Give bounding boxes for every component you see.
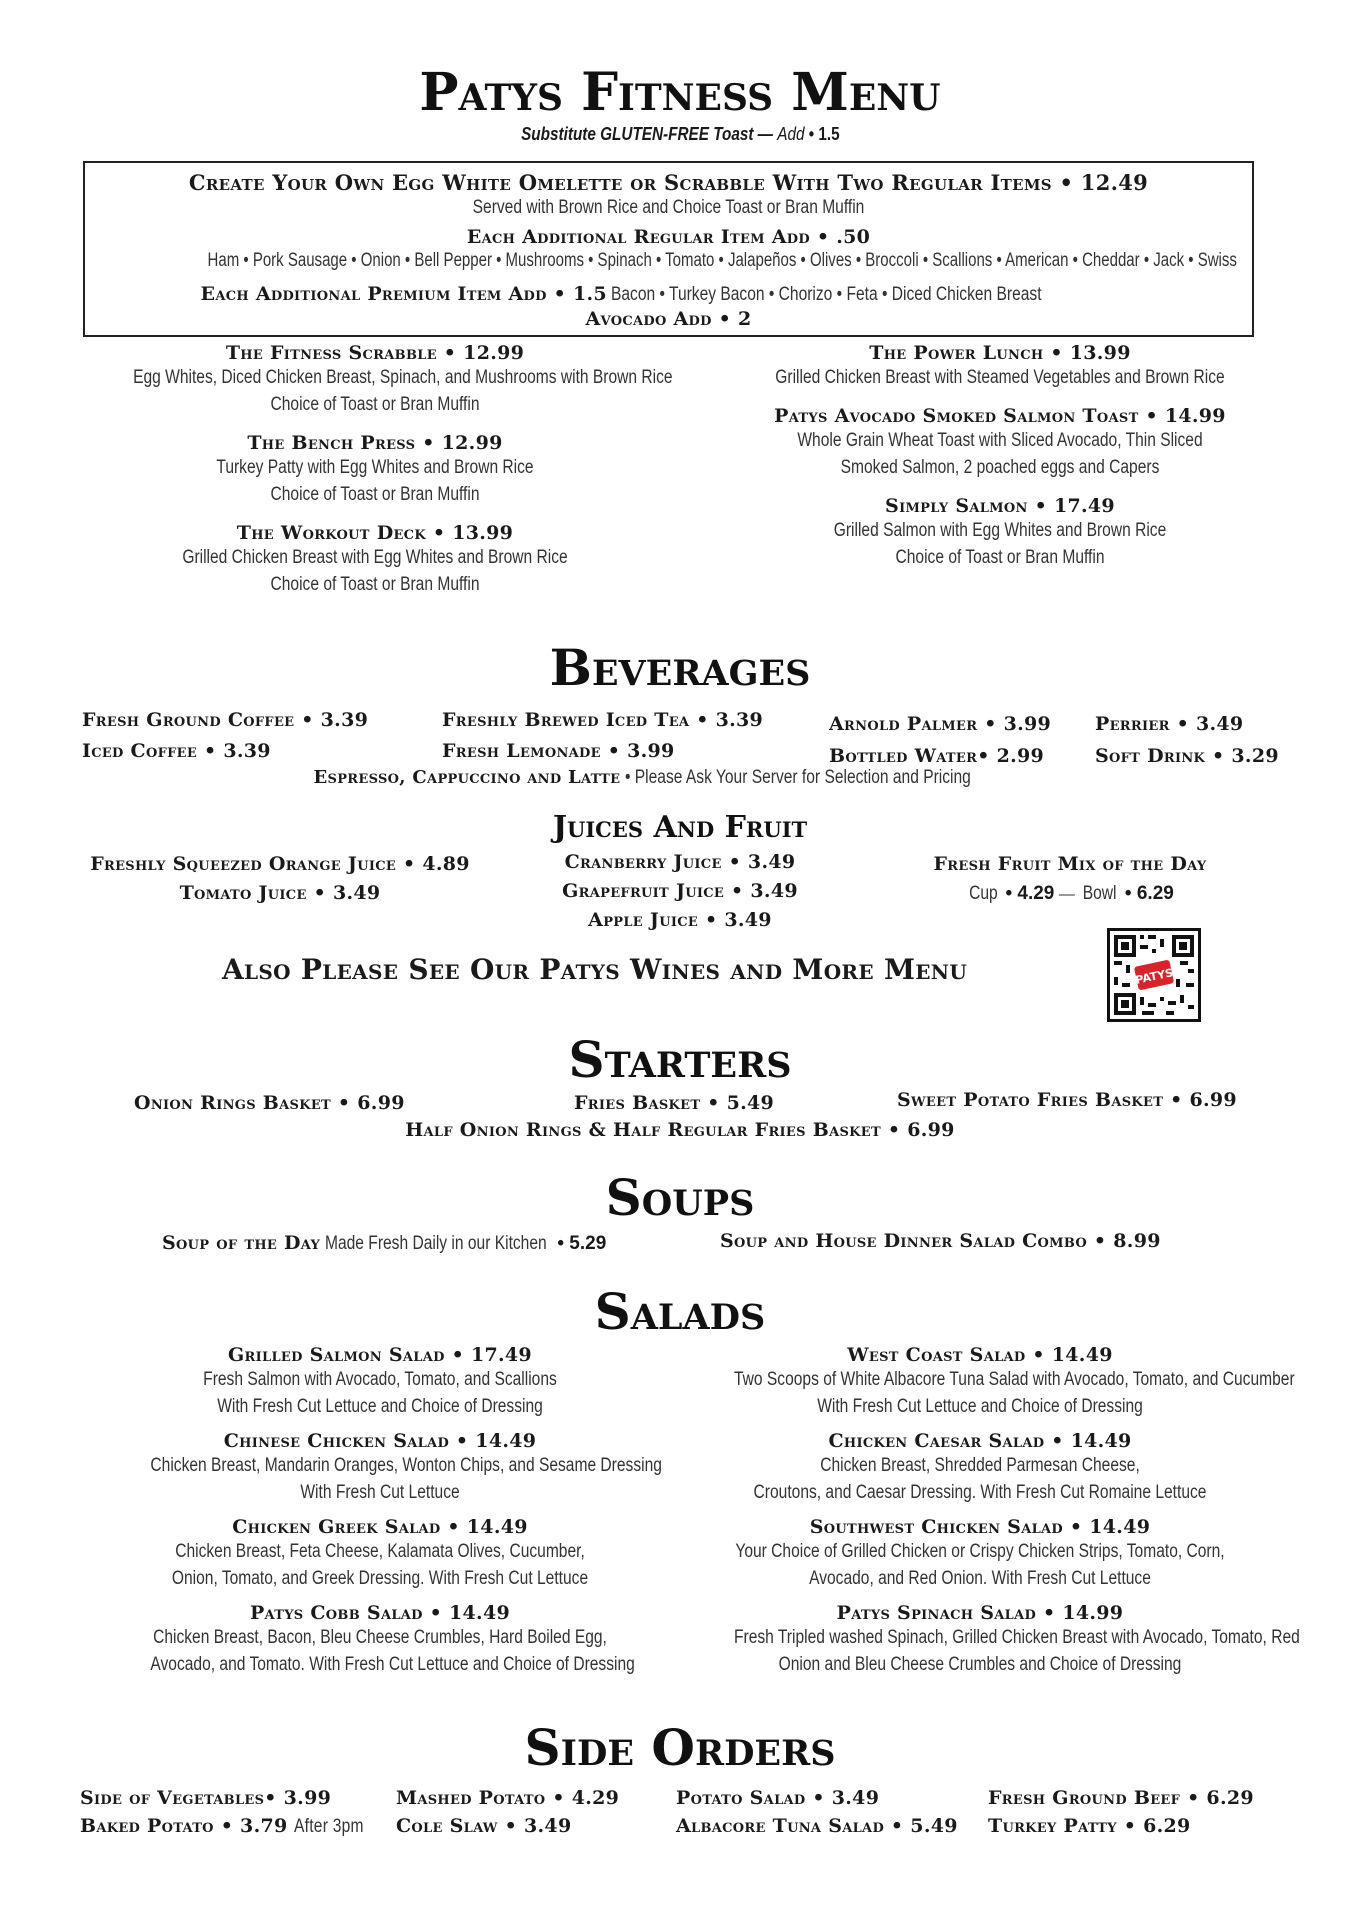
- beverage-item: Fresh Ground Coffee • 3.39: [82, 709, 369, 731]
- qr-code-icon[interactable]: [1107, 928, 1201, 1022]
- salads-left-column: [100, 1344, 660, 1692]
- beverages-title: Beverages: [549, 638, 811, 697]
- fitness-item-desc: Choice of Toast or Bran Muffin: [895, 547, 1105, 568]
- omelette-box: [83, 161, 1254, 337]
- beverage-item: Freshly Brewed Iced Tea • 3.39: [442, 709, 764, 731]
- beverages-col-2: [442, 705, 763, 767]
- fruit-mix: [880, 850, 1260, 909]
- gluten-free-text: Substitute GLUTEN-FREE Toast —: [520, 124, 773, 144]
- salad-desc: Chicken Breast, Feta Cheese, Kalamata Olives, Cucumber,: [175, 1541, 585, 1562]
- salad-desc: Chicken Breast, Shredded Parmesan Cheese,: [820, 1455, 1140, 1476]
- salad-desc: Two Scoops of White Albacore Tuna Salad with Avocado, Tomato, and Cucumber: [734, 1369, 1295, 1390]
- salad-name: Grilled Salmon Salad • 17.49: [228, 1344, 532, 1366]
- sides-col-3: [676, 1784, 958, 1840]
- fitness-item-name: The Bench Press • 12.99: [247, 432, 503, 454]
- fitness-item-name: The Fitness Scrabble • 12.99: [225, 342, 525, 364]
- fitness-item-desc: Turkey Patty with Egg Whites and Brown Rice: [216, 457, 534, 478]
- fitness-item-desc: Choice of Toast or Bran Muffin: [270, 394, 480, 415]
- bowl-label: Bowl: [1082, 883, 1117, 904]
- premium-item-heading: Each Additional Premium Item Add • 1.5: [200, 283, 607, 305]
- salad-name: Patys Cobb Salad • 14.49: [249, 1602, 511, 1624]
- omelette-heading: Create Your Own Egg White Omelette or Scrabble With Two Regular Items • 12.49: [188, 170, 1149, 195]
- beverages-col-1: [82, 705, 368, 767]
- salad-desc: Onion and Bleu Cheese Crumbles and Choice of Dressing: [778, 1654, 1182, 1675]
- starter-item: Sweet Potato Fries Basket • 6.99: [897, 1089, 1237, 1111]
- fitness-item-desc: Grilled Salmon with Egg Whites and Brown Rice: [833, 520, 1167, 541]
- side-item: Side of Vegetables• 3.99: [80, 1787, 332, 1809]
- fruit-mix-title: Fresh Fruit Mix of the Day: [933, 853, 1207, 875]
- espresso-label: Espresso, Cappuccino and Latte: [313, 767, 621, 788]
- side-item: Cole Slaw • 3.49: [396, 1815, 572, 1837]
- side-orders-title: Side Orders: [524, 1718, 836, 1777]
- salad-desc: With Fresh Cut Lettuce and Choice of Dressing: [817, 1396, 1143, 1417]
- gluten-free-note: [0, 124, 1360, 145]
- fitness-item-name: Simply Salmon • 17.49: [885, 495, 1115, 517]
- soups-title: Soups: [605, 1168, 755, 1227]
- sides-col-1: [80, 1784, 380, 1841]
- gluten-free-add: Add: [776, 124, 805, 144]
- salad-desc: With Fresh Cut Lettuce and Choice of Dressing: [217, 1396, 543, 1417]
- salad-desc: Your Choice of Grilled Chicken or Crispy Chicken Strips, Tomato, Corn,: [735, 1541, 1225, 1562]
- starter-combo: Half Onion Rings & Half Regular Fries Basket • 6.99: [405, 1119, 955, 1141]
- salad-desc: Chicken Breast, Mandarin Oranges, Wonton Chips, and Sesame Dressing: [150, 1455, 662, 1476]
- regular-item-list: Ham • Pork Sausage • Onion • Bell Pepper • Mushrooms • Spinach • Tomato • Jalapeños • Olives • Broccoli • Scallions • American • Cheddar • Jack • Swiss: [207, 250, 1237, 271]
- fitness-item-name: The Power Lunch • 13.99: [869, 342, 1131, 364]
- cup-price: • 4.29: [1005, 883, 1055, 904]
- side-item: Potato Salad • 3.49: [676, 1787, 880, 1809]
- juices-title: Juices And Fruit: [552, 810, 808, 845]
- beverage-item: Bottled Water• 2.99: [829, 745, 1045, 767]
- beverages-col-3: [829, 708, 1051, 772]
- regular-item-heading: Each Additional Regular Item Add • .50: [466, 226, 871, 248]
- starter-item: Onion Rings Basket • 6.99: [134, 1092, 405, 1114]
- salad-name: Southwest Chicken Salad • 14.49: [809, 1516, 1151, 1538]
- salad-name: Patys Spinach Salad • 14.99: [836, 1602, 1124, 1624]
- fitness-item-desc: Choice of Toast or Bran Muffin: [270, 484, 480, 505]
- salad-name: Chicken Caesar Salad • 14.49: [828, 1430, 1132, 1452]
- starter-item: Fries Basket • 5.49: [574, 1092, 775, 1114]
- sides-col-4: [988, 1784, 1254, 1840]
- fitness-item-desc: Grilled Chicken Breast with Steamed Vegetables and Brown Rice: [775, 367, 1225, 388]
- qr-code-graphic: [1110, 931, 1198, 1019]
- omelette-served: Served with Brown Rice and Choice Toast or Bran Muffin: [472, 197, 865, 218]
- juices-col-2: [505, 848, 855, 935]
- espresso-note: • Please Ask Your Server for Selection and Pricing: [624, 767, 971, 788]
- fitness-item-name: Patys Avocado Smoked Salmon Toast • 14.99: [774, 405, 1226, 427]
- juices-col-1: [70, 850, 490, 908]
- beverage-item: Perrier • 3.49: [1095, 713, 1244, 735]
- fitness-item-desc: Grilled Chicken Breast with Egg Whites and Brown Rice: [182, 547, 568, 568]
- salads-right-column: [680, 1344, 1300, 1692]
- page-title: Patys Fitness Menu: [419, 62, 941, 123]
- side-item: Mashed Potato • 4.29: [396, 1787, 620, 1809]
- juice-item: Grapefruit Juice • 3.49: [562, 880, 798, 902]
- juice-item: Cranberry Juice • 3.49: [564, 851, 796, 873]
- soup-salad-combo: Soup and House Dinner Salad Combo • 8.99: [720, 1230, 1161, 1252]
- fitness-item-desc: Choice of Toast or Bran Muffin: [270, 574, 480, 595]
- premium-item-line: [85, 283, 1252, 306]
- salad-desc: Fresh Tripled washed Spinach, Grilled Chicken Breast with Avocado, Tomato, Red: [734, 1627, 1300, 1648]
- avocado-add: Avocado Add • 2: [585, 308, 752, 330]
- fitness-item-desc: Smoked Salmon, 2 poached eggs and Capers: [840, 457, 1160, 478]
- salad-name: Chinese Chicken Salad • 14.49: [223, 1430, 537, 1452]
- salad-desc: Chicken Breast, Bacon, Bleu Cheese Crumbles, Hard Boiled Egg,: [153, 1627, 607, 1648]
- salad-desc: Avocado, and Tomato. With Fresh Cut Lettuce and Choice of Dressing: [150, 1654, 635, 1675]
- salad-name: Chicken Greek Salad • 14.49: [232, 1516, 528, 1538]
- juice-item: Freshly Squeezed Orange Juice • 4.89: [90, 853, 470, 875]
- fitness-item-desc: Egg Whites, Diced Chicken Breast, Spinach, and Mushrooms with Brown Rice: [133, 367, 673, 388]
- juice-item: Apple Juice • 3.49: [588, 909, 772, 931]
- premium-item-list: Bacon • Turkey Bacon • Chorizo • Feta • Diced Chicken Breast: [611, 284, 1042, 305]
- salad-name: West Coast Salad • 14.49: [847, 1344, 1113, 1366]
- salad-desc: Onion, Tomato, and Greek Dressing. With Fresh Cut Lettuce: [171, 1568, 589, 1589]
- juice-item: Tomato Juice • 3.49: [179, 882, 381, 904]
- fitness-item-desc: Whole Grain Wheat Toast with Sliced Avocado, Thin Sliced: [797, 430, 1203, 451]
- side-item-baked-potato: Baked Potato • 3.79 After 3pm: [80, 1812, 380, 1841]
- sides-col-2: [396, 1784, 619, 1840]
- bowl-price: • 6.29: [1124, 883, 1174, 904]
- starters-title: Starters: [568, 1030, 792, 1089]
- espresso-line: [0, 767, 1360, 789]
- beverage-item: Fresh Lemonade • 3.99: [442, 740, 675, 762]
- price-dash: —: [1058, 886, 1075, 903]
- side-item: Albacore Tuna Salad • 5.49: [676, 1815, 958, 1837]
- salad-desc: Fresh Salmon with Avocado, Tomato, and Scallions: [203, 1369, 557, 1390]
- soup-day-name: Soup of the Day: [162, 1232, 321, 1254]
- beverage-item: Soft Drink • 3.29: [1095, 745, 1279, 767]
- fitness-right-column: [700, 342, 1300, 585]
- salad-desc: With Fresh Cut Lettuce: [300, 1482, 460, 1503]
- soup-of-the-day: [162, 1232, 606, 1255]
- side-item: Turkey Patty • 6.29: [988, 1815, 1191, 1837]
- side-item: Fresh Ground Beef • 6.29: [988, 1787, 1254, 1809]
- salads-title: Salads: [594, 1282, 766, 1341]
- fruit-mix-prices: [880, 879, 1260, 909]
- baked-potato-note: After 3pm: [294, 1816, 365, 1837]
- qr-logo-text: PATYS: [1134, 966, 1175, 987]
- wines-menu-note: Also Please See Our Patys Wines and More Menu: [222, 953, 968, 986]
- gluten-free-price: • 1.5: [808, 124, 840, 144]
- beverage-item: Arnold Palmer • 3.99: [829, 713, 1052, 735]
- soup-day-desc: Made Fresh Daily in our Kitchen: [324, 1233, 547, 1254]
- salad-desc: Croutons, and Caesar Dressing. With Fresh Cut Romaine Lettuce: [753, 1482, 1207, 1503]
- beverages-col-4: [1095, 708, 1279, 772]
- beverage-item: Iced Coffee • 3.39: [82, 740, 271, 762]
- fitness-item-name: The Workout Deck • 13.99: [236, 522, 514, 544]
- cup-label: Cup: [969, 883, 998, 904]
- fitness-left-column: [80, 342, 673, 612]
- soup-day-price: • 5.29: [557, 1233, 607, 1254]
- salad-desc: Avocado, and Red Onion. With Fresh Cut Lettuce: [809, 1568, 1151, 1589]
